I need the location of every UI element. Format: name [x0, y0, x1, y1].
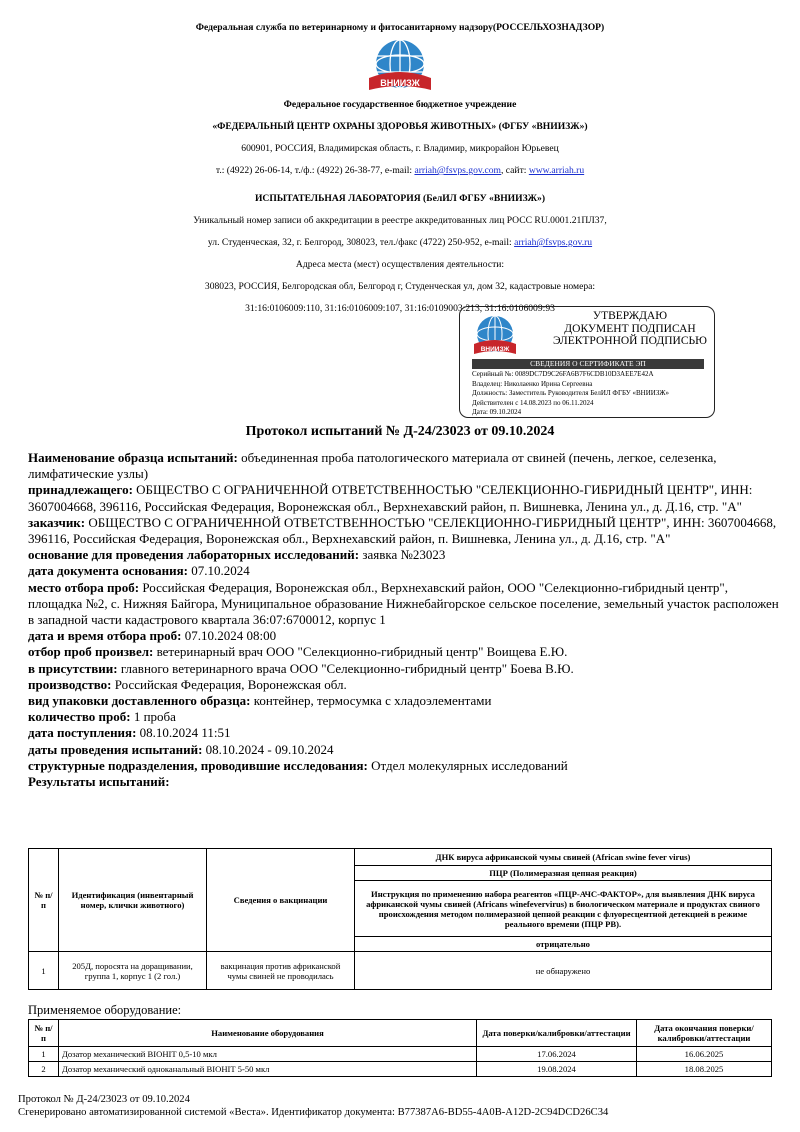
info-field-label: в присутствии:: [28, 660, 118, 676]
lab-email-link[interactable]: arriah@fsvps.gov.ru: [514, 237, 593, 248]
stamp-valid: Действителен с 14.08.2023 по 06.11.2024: [472, 398, 594, 407]
info-field: [28, 515, 780, 547]
sample-info: [28, 450, 780, 790]
cadastral-numbers: 31:16:0106009:110, 31:16:0106009:107, 31:16:0109003:213, 31:16:0106009:93: [245, 303, 555, 314]
info-field: [28, 758, 780, 774]
equipment-col-num: № п/п: [29, 1020, 59, 1047]
equipment-col-name: Наименование оборудования: [59, 1020, 477, 1047]
info-field: [28, 450, 780, 482]
info-field-value: заявка №23023: [359, 547, 446, 563]
equipment-label: Применяемое оборудование:: [28, 1003, 182, 1017]
info-field: [28, 693, 780, 709]
info-field-value: 1 проба: [130, 709, 176, 725]
equipment-col-date: Дата поверки/калибровки/аттестации: [477, 1020, 637, 1047]
stamp-position: Должность: Заместитель Руководителя БелИЛ ФГБУ «ВНИИЗЖ»: [472, 389, 670, 397]
info-field: [28, 661, 780, 677]
svg-text:ВНИИЗЖ: ВНИИЗЖ: [380, 78, 420, 88]
info-field-value: главного ветеринарного врача ООО "Селекционно-гибридный центр" Боева В.Ю.: [117, 660, 574, 676]
table-row: 2 Дозатор механический одноканальный BIOHIT 5-50 мкл 19.08.2024 18.08.2025: [29, 1062, 772, 1077]
svg-text:ВНИИЗЖ: ВНИИЗЖ: [480, 346, 510, 353]
info-field-label: дата поступления:: [28, 725, 137, 741]
vniizzh-logo-icon: [363, 38, 437, 96]
footer-protocol: Протокол № Д-24/23023 от 09.10.2024: [18, 1094, 190, 1105]
equipment-table: [28, 1019, 772, 1077]
info-field-label: структурные подразделения, проводившие исследования:: [28, 757, 368, 773]
info-field: [28, 580, 780, 629]
info-field-value: 07.10.2024: [187, 563, 250, 579]
table-row: 1 205Д, поросята на доращивании, группа 1, корпус 1 (2 гол.) вакцинация против африканской чумы свиней не проводилась не обнаружено: [29, 952, 772, 990]
org-site-link[interactable]: www.arriah.ru: [528, 165, 585, 176]
info-field-label: дата документа основания:: [28, 563, 188, 579]
organization-block: [0, 94, 800, 182]
lab-address: ул. Студенческая, 32, г. Белгород, 308023, тел./факс (4722) 250-952, e-mail: arriah@fsvps.gov.ru: [207, 237, 593, 248]
footer-generated: Сгенерировано автоматизированной системой «Веста». Идентификатор документа: B77387A6-BD55-4A0B-A12D-2C94DCD26C34: [18, 1107, 609, 1118]
info-field-value: ветеринарный врач ООО "Селекционно-гибридный центр" Воищева Е.Ю.: [153, 644, 568, 660]
info-field-label: отбор проб произвел:: [28, 644, 154, 660]
info-field-label: основание для проведения лабораторных исследований:: [28, 547, 360, 563]
info-field-label: место отбора проб:: [28, 579, 140, 595]
org-address: 600901, РОССИЯ, Владимирская область, г. Владимир, микрорайон Юрьевец: [241, 143, 559, 154]
info-field: [28, 644, 780, 660]
results-method: ПЦР (Полимеразная цепная реакция): [355, 866, 772, 881]
stamp-owner: Владелец: Николаенко Ирина Сергеевна: [472, 379, 593, 388]
info-field-label: заказчик:: [28, 514, 86, 530]
activity-address: 308023, РОССИЯ, Белгородская обл, Белгород г, Студенческая ул, дом 32, кадастровые номера:: [204, 281, 596, 292]
info-field-value: объединенная проба патологического материала от свиней (печень, легкое, селезенка, лимфатические узлы): [28, 450, 717, 482]
info-field: [28, 563, 780, 579]
info-field-label: производство:: [28, 676, 112, 692]
info-field-label: дата и время отбора проб:: [28, 628, 182, 644]
stamp-certificate-details: [472, 370, 712, 418]
results-disease: ДНК вируса африканской чумы свиней (African swine fever virus): [355, 849, 772, 866]
lab-accreditation: Уникальный номер записи об аккредитации в реестре аккредитованных лиц РОСС RU.0001.21ПЛ37,: [193, 215, 607, 226]
info-field: [28, 482, 780, 514]
info-field-value: Российская Федерация, Воронежская обл., Верхнехавский район, ООО "Селекционно-гибридный центр", площадка №2, с. Нижняя Байгора, Муниципальное образование Нижнебайгорское сельское поселение, земельный участок расположен в западной части кадастрового квартала 36:07:6700012, корпус 1: [28, 579, 779, 628]
info-field-value: 07.10.2024 08:00: [181, 628, 277, 644]
org-contacts: т.: (4922) 26-06-14, т./ф.: (4922) 26-38-77, e-mail: arriah@fsvps.gov.com, сайт: www.arriah.ru: [215, 165, 585, 176]
vniizzh-stamp-logo-icon: [472, 313, 518, 359]
info-field-value: ОБЩЕСТВО С ОГРАНИЧЕННОЙ ОТВЕТСТВЕННОСТЬЮ "СЕЛЕКЦИОННО-ГИБРИДНЫЙ ЦЕНТР", ИНН: 3607004668, 396116, Российская Федерация, Воронежская обл., Верхнехавский район, п. Вишневка, Ленина ул., д. Д.16, стр. "А": [28, 514, 777, 547]
results-instruction: Инструкция по применению набора реагентов «ПЦР-АЧС-ФАКТОР», для выявления ДНК вируса африканской чумы свиней (Africans winefevervirus) в биологическом материале и продуктах свиного происхождения методом полимеразной цепной реакции с флуоресцентной детекцией в режиме реального времени (ПЦР РВ).: [355, 881, 772, 937]
info-field: [28, 725, 780, 741]
results-col-id: Идентификация (инвентарный номер, клички животного): [59, 849, 207, 952]
results-norm: отрицательно: [355, 937, 772, 952]
info-field: [28, 677, 780, 693]
info-field-label: Результаты испытаний:: [28, 774, 170, 790]
results-table: [28, 848, 772, 990]
info-field: [28, 628, 780, 644]
info-field-value: 08.10.2024 11:51: [136, 725, 231, 741]
org-name: «ФЕДЕРАЛЬНЫЙ ЦЕНТР ОХРАНЫ ЗДОРОВЬЯ ЖИВОТНЫХ» (ФГБУ «ВНИИЗЖ»): [212, 121, 588, 132]
e-signature-stamp: [459, 306, 715, 418]
document-footer: [18, 1093, 608, 1119]
results-col-num: № п/п: [29, 849, 59, 952]
info-field: [28, 742, 780, 758]
stamp-title: УТВЕРЖДАЮ ДОКУМЕНТ ПОДПИСАН ЭЛЕКТРОННОЙ ПОДПИСЬЮ: [553, 310, 707, 347]
agency-name: Федеральная служба по ветеринарному и фитосанитарному надзору(РОССЕЛЬХОЗНАДЗОР): [195, 22, 605, 33]
info-field-value: контейнер, термосумка с хладоэлементами: [250, 693, 492, 709]
org-email-link[interactable]: arriah@fsvps.gov.com: [414, 165, 501, 176]
stamp-serial: Серийный №: 0089DC7D9C26FA6B7F6CDB10D3AEE7E42A: [472, 370, 654, 378]
info-field-value: Отдел молекулярных исследований: [367, 757, 568, 773]
stamp-certificate-bar: СВЕДЕНИЯ О СЕРТИФИКАТЕ ЭП: [472, 359, 704, 369]
info-field-value: ОБЩЕСТВО С ОГРАНИЧЕННОЙ ОТВЕТСТВЕННОСТЬЮ "СЕЛЕКЦИОННО-ГИБРИДНЫЙ ЦЕНТР", ИНН: 3607004668, 396116, Российская Федерация, Воронежская обл., Верхнехавский район, п. Вишневка, Ленина ул., д. Д.16, стр. "А": [28, 482, 753, 514]
protocol-title: Протокол испытаний № Д-24/23023 от 09.10.2024: [245, 424, 555, 439]
lab-name: ИСПЫТАТЕЛЬНАЯ ЛАБОРАТОРИЯ (БелИЛ ФГБУ «ВНИИЗЖ»): [254, 193, 546, 204]
result-value: не обнаружено: [355, 952, 772, 990]
laboratory-block: [0, 188, 800, 320]
info-field-label: количество проб:: [28, 709, 131, 725]
info-field-label: вид упаковки доставленного образца:: [28, 693, 251, 709]
info-field-label: даты проведения испытаний:: [28, 741, 203, 757]
info-field-value: Российская Федерация, Воронежская обл.: [111, 676, 347, 692]
info-field-value: 08.10.2024 - 09.10.2024: [202, 741, 334, 757]
info-field: [28, 547, 780, 563]
results-col-vacc: Сведения о вакцинации: [207, 849, 355, 952]
org-type: Федеральное государственное бюджетное учреждение: [283, 99, 517, 110]
stamp-date: Дата: 09.10.2024: [472, 408, 522, 416]
info-field-label: Наименование образца испытаний:: [28, 450, 238, 465]
info-field-label: принадлежащего:: [28, 482, 133, 498]
table-row: 1 Дозатор механический BIOHIT 0,5-10 мкл 17.06.2024 16.06.2025: [29, 1047, 772, 1062]
info-field: [28, 709, 780, 725]
equipment-col-end: Дата окончания поверки/калибровки/аттестации: [637, 1020, 772, 1047]
info-field: [28, 774, 780, 790]
activity-label: Адреса места (мест) осуществления деятельности:: [295, 259, 505, 270]
